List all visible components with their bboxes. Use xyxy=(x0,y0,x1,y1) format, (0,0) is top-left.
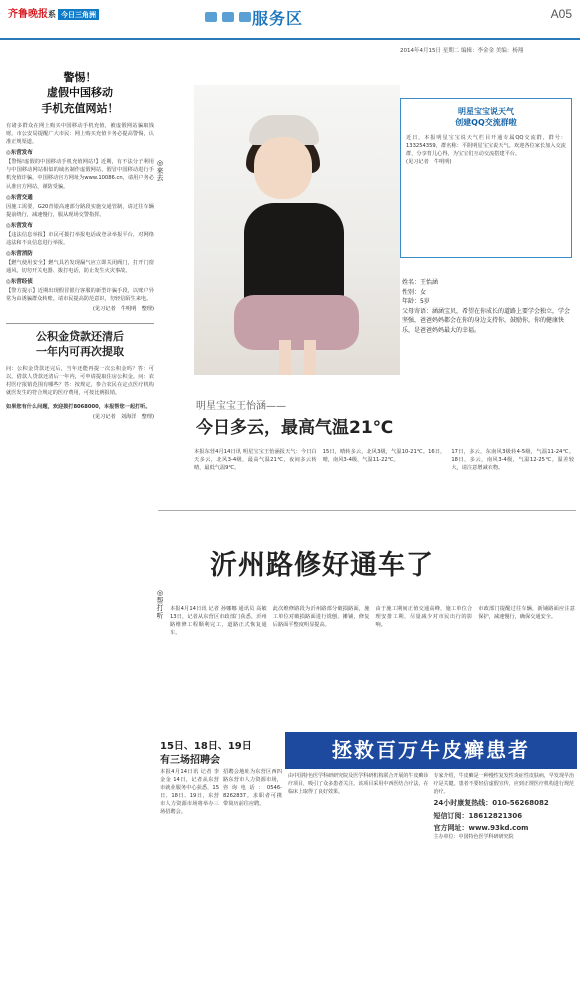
section-title: 服务区 xyxy=(252,9,304,28)
tab-bangdating: ◎帮打听 xyxy=(156,589,164,621)
fund-text: 问：公积金贷款还完后，当年还能再提一次公积金吗？答：可以。借款人贷款还清后一年内，可申请提取住房公积金。问：农村医疗报销范围有哪些？答：按规定，参合农民在定点医疗机构就医发生的符合规定的医疗费用，可按比例报销。 xyxy=(6,366,154,397)
jobfair-body xyxy=(160,768,282,898)
warning-intro: 有诸多群众在网上购买中国移动手机充值，被虚假网站骗取钱财。市公安局提醒广大市民：网上购买充值卡务必提高警惕，认准正规渠道。 xyxy=(6,123,154,146)
ad-organizer: 主办单位：中国特色医学科研研究院 xyxy=(433,833,514,840)
ad-col: 由中国特色医学科研研究院及医学科研机构联合开展的牛皮癣诊疗项目，吸引了众多患者关注。该项目采用中西医结合疗法，在临床上取得了良好效果。 xyxy=(288,773,429,795)
child-photo xyxy=(194,85,400,375)
divider xyxy=(158,510,576,511)
notice-text: 【警方提示】近期出现假冒银行客服的新型诈骗手段，以账户异常为由诱骗群众转账。请市民提高防范意识，勿轻信陌生来电。 xyxy=(6,287,154,302)
notice-text: 【违法信息举报】市民可拨打举报电话或登录举报平台，对网络违法和不良信息进行举报。 xyxy=(6,231,154,246)
weather-col: 15日，晴转多云，北风3级，气温10-21℃。16日，晴，南风3-4级，气温11-22℃。 xyxy=(322,449,446,464)
ad-body xyxy=(285,769,577,845)
road-headline: 沂州路修好通车了 xyxy=(210,550,434,581)
advertisement xyxy=(285,732,577,982)
brand-name: 齐鲁晚报 xyxy=(8,9,48,20)
road-body xyxy=(170,605,575,720)
issue-meta: 2014年4月15日 星期二 编辑：李金金 美编：杨翔 xyxy=(400,48,524,54)
notice-text: 【燃气使用安全】燃气具若发现漏气应立即关闭阀门，打开门窗通风，切勿开关电器、拨打电话，防止发生火灾事故。 xyxy=(6,259,154,274)
road-col: 市政部门提醒过往车辆，新铺路面应注意保护，减速慢行，确保交通安全。 xyxy=(478,606,575,621)
road-col: 本报4月14日讯 记者 孙娜娜 通讯员 高敏 13日，记者从东营区市政部门获悉，沂州路维修工程顺利完工，道路正式恢复通车。 xyxy=(170,606,267,637)
notice-title: ◎东营发布 xyxy=(6,222,33,229)
masthead-logo xyxy=(8,8,99,23)
warning-headline: 警惕！ 虚假中国移动 手机充值网站！ xyxy=(41,71,119,115)
ad-text: 专家介绍，牛皮癣是一种慢性复发性炎症性皮肤病，早发现早治疗是关键。患者不要轻信虚假宣传，应到正规医疗机构进行规范治疗。 xyxy=(433,773,574,795)
notice-title: ◎东营消防 xyxy=(6,250,33,257)
page-number: A05 xyxy=(550,7,572,21)
notice-title: ◎东营交通 xyxy=(6,194,33,201)
notice-title: ◎东营经侦 xyxy=(6,278,33,285)
weather-col: 本报东营4月14日讯 明星宝宝王怡涵报天气：今日白天多云，北风3-4级，最高气温21℃，夜间多云转晴，最低气温9℃。 xyxy=(194,449,317,472)
child-name: 姓名：王怡涵 xyxy=(402,279,439,286)
page-header xyxy=(0,0,580,40)
jobfair-col: 招聘会地址为东营区西四路东营市人力资源市场，咨询电话：0546-8262837。求职者可携带简历前往应聘。 xyxy=(223,769,282,808)
notice-box-text: 近日，本报明星宝宝说天气栏目开通专属QQ交流群，群号：133254359，群名称：平阴明星宝宝说天气。欢迎各位家长加入交流群，分享育儿心得，为宝宝们互动交流搭建平台。 xyxy=(406,134,566,157)
road-col: 由于施工期间正值交通高峰，施工单位合理安排工期，尽量减少对市民出行的影响。 xyxy=(375,606,473,629)
notice-text: 【警惕!虚假的中国移动手机充值网站!】近期，有不法分子利用与中国移动网站相似的域名制作虚假网站，假冒中国移动进行手机充值诈骗。中国移动官方网址为www.10086.cn，请用户务必认准官方网站，谨防受骗。 xyxy=(6,159,154,190)
ad-title: 拯救百万牛皮癣患者 xyxy=(285,732,577,769)
weather-headline: 今日多云，最高气温21℃ xyxy=(196,418,394,438)
ad-hotline: 24小时康复热线：010-56268082 xyxy=(433,799,549,808)
weather-subtitle: 明星宝宝王怡涵—— xyxy=(196,401,286,412)
notice-box-title: 明星宝宝说天气 创建QQ交流群啦 xyxy=(455,107,517,127)
jobfair-headline: 15日、18日、19日 有三场招聘会 xyxy=(160,741,252,766)
notice-box-byline: (见习记者 牛明明) xyxy=(406,158,452,165)
sub-brand: 今日三角洲 xyxy=(58,9,99,20)
weather-body xyxy=(194,448,574,508)
child-gender: 性别：女 xyxy=(402,288,427,296)
left-column xyxy=(6,70,154,422)
qq-group-notice xyxy=(400,98,572,258)
ad-col xyxy=(434,773,575,841)
child-age: 年龄：5岁 xyxy=(402,298,430,306)
weather-col: 17日，多云，东南风3级转4-5级，气温11-24℃。18日，多云，南风3-4级，气温12-25℃。温差较大，请注意增减衣物。 xyxy=(451,449,575,472)
ad-sms: 短信订阅：18612821306 xyxy=(433,811,523,820)
fund-headline: 公积金贷款还清后 一年内可再次提取 xyxy=(6,323,154,360)
byline: (见习记者 刘海洋 整理) xyxy=(92,414,154,421)
brand-suffix: 系 xyxy=(48,9,56,19)
parents-message: 父母寄语：涵涵宝贝，希望在你成长的道路上要学会独立，学会坚强，爸爸妈妈都会在你的身边支持你，鼓励你，你的健康快乐，是爸爸妈妈最大的幸福。 xyxy=(402,307,571,334)
hotline-note: 如果您有什么问题，欢迎拨打8068000，本报帮您一起打听。 xyxy=(6,404,151,411)
notice-text: 因施工需要，G20青银高速部分路段实施交通管制，请过往车辆提前绕行，减速慢行，服从现场交警指挥。 xyxy=(6,203,154,218)
header-decoration xyxy=(205,12,251,22)
byline: (见习记者 牛明明 整理) xyxy=(92,305,154,312)
child-profile xyxy=(402,278,572,336)
notice-title: ◎东营发布 xyxy=(6,150,33,157)
jobfair-col: 本报4月14日讯 记者 李金金 14日，记者从东营市就业服务中心获悉，15日、18日、19日，东营市人力资源市场将举办三场招聘会。 xyxy=(160,769,219,816)
road-col: 此次维修路段为沂州路部分破损路面，施工单位对破损路面进行铣刨、摊铺，修复后路面平整度明显提高。 xyxy=(272,606,370,629)
tab-laiqu: ◎来去 xyxy=(156,159,164,183)
ad-website: 官方网址：www.93kd.com xyxy=(433,824,529,833)
